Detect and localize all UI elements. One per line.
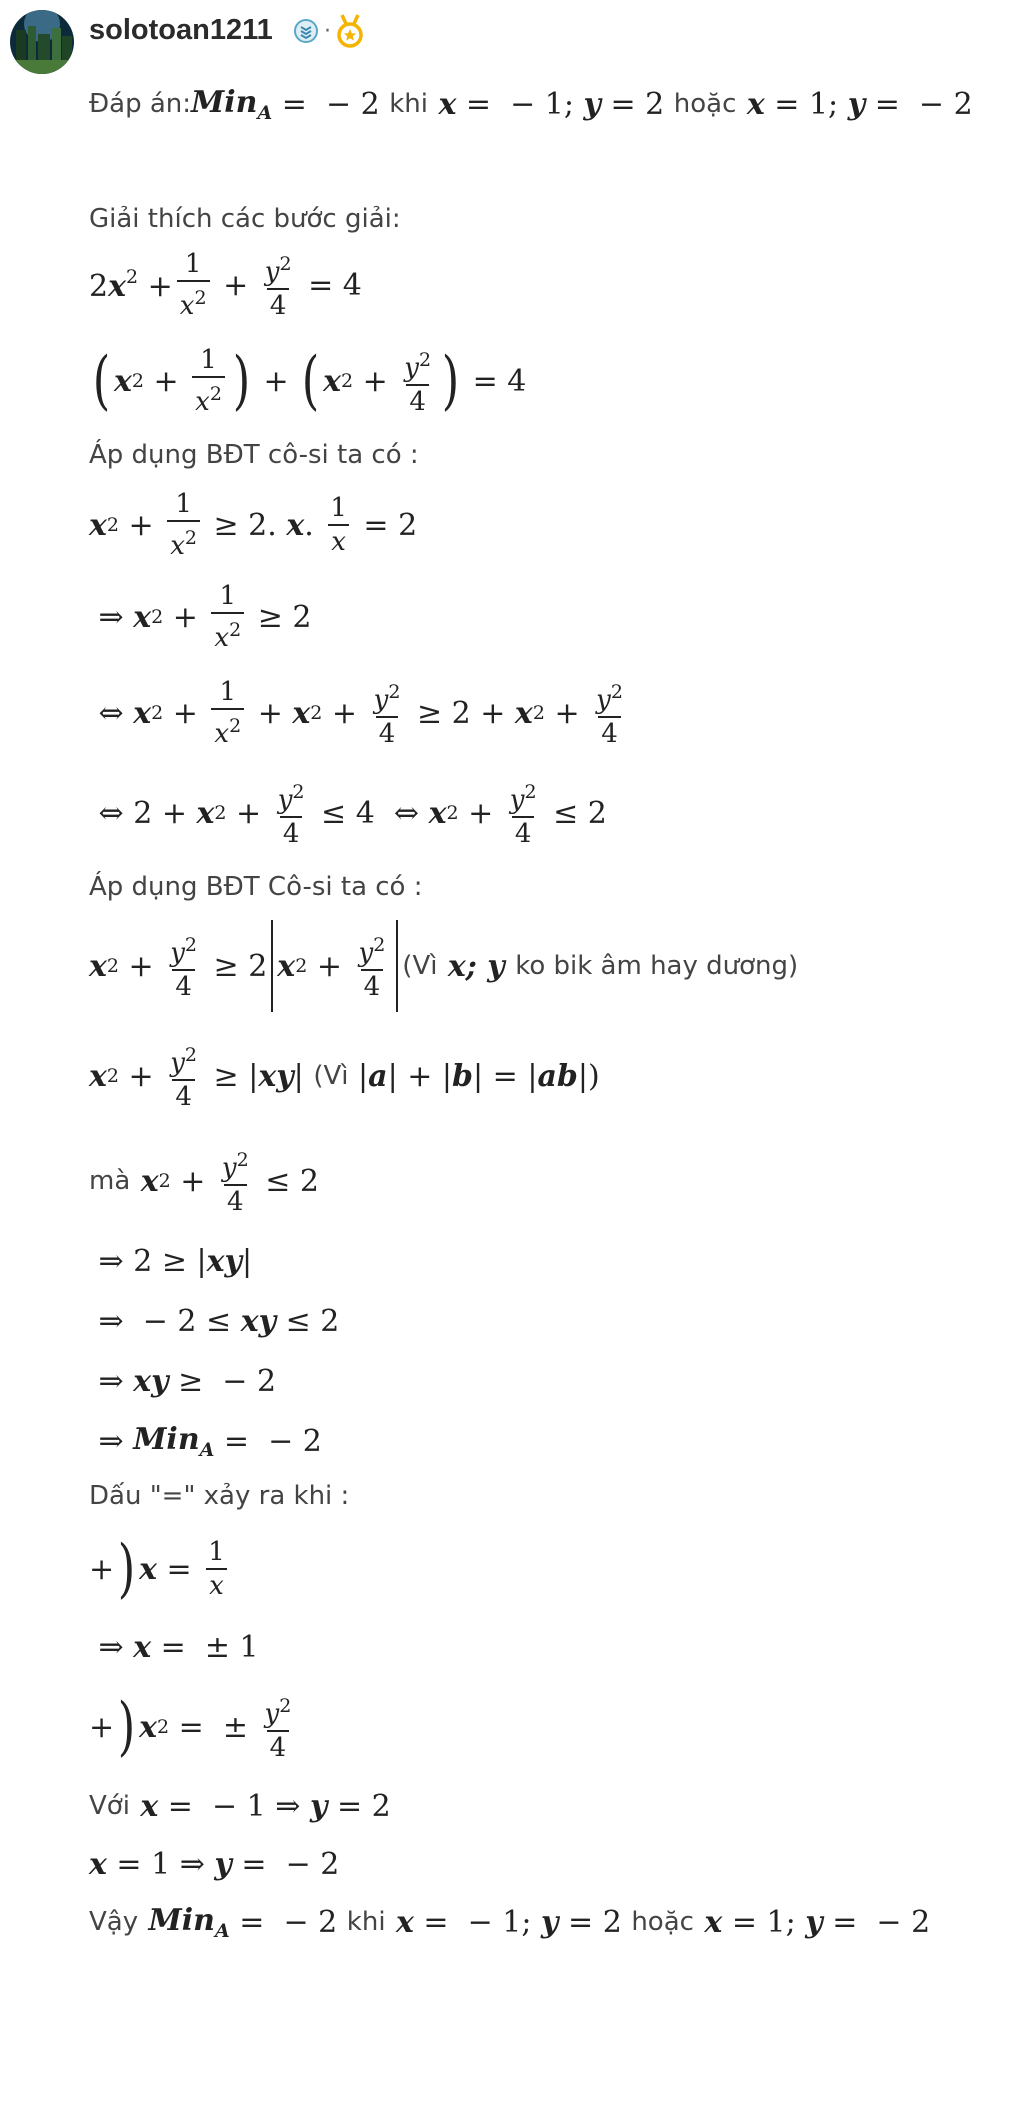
fraction: $\frac{y^2}{4}$	[596, 681, 623, 749]
math: x	[385, 1904, 414, 1940]
math: )	[232, 344, 251, 418]
math: 2	[310, 702, 323, 724]
math: 2	[158, 1170, 171, 1192]
math: x	[89, 948, 107, 984]
fraction: $\frac{1}{x^2}$	[177, 248, 210, 322]
math: = − 2	[822, 1904, 931, 1940]
math: ⇒ − 2 ≤	[89, 1303, 241, 1339]
math: = ±	[169, 1709, 258, 1745]
math: ≥ |	[204, 1058, 259, 1094]
math: = − 1 ⇒	[158, 1788, 310, 1824]
math: ≤ 2	[543, 795, 607, 831]
math: +	[248, 695, 293, 731]
math: +	[170, 1163, 215, 1199]
math: =	[157, 1551, 202, 1587]
math: )	[117, 1532, 136, 1606]
fraction: $\frac{1}{x^2}$	[167, 488, 200, 562]
math: = ± 1	[151, 1629, 259, 1665]
avatar-image	[10, 10, 74, 74]
math: )	[441, 344, 460, 418]
math: +	[143, 363, 189, 399]
math: 2	[106, 514, 119, 536]
voi-text: Với	[89, 1791, 130, 1821]
math: |)	[577, 1058, 600, 1094]
abs-bar	[396, 920, 398, 1012]
math: |	[348, 1058, 369, 1094]
math: = 2	[558, 1904, 632, 1940]
explain-title-line	[89, 199, 1009, 239]
math: ≤ 2	[276, 1303, 340, 1339]
conclusion-hoac: hoặc	[631, 1907, 694, 1937]
math: +	[163, 599, 208, 635]
math: ⇒	[89, 1363, 134, 1399]
equation-line	[89, 1021, 1009, 1131]
math: x	[89, 1846, 107, 1882]
math: x	[196, 795, 215, 831]
fraction: $\frac{y^2}{4}$	[170, 1044, 197, 1112]
math: )	[117, 1690, 136, 1764]
math: .	[304, 507, 324, 543]
apply-text-1: Áp dụng BĐT cô-si ta có :	[89, 440, 419, 470]
math: ≥ 2 +	[407, 695, 515, 731]
math: Min$_A$	[138, 1902, 230, 1942]
math: +	[307, 948, 352, 984]
math: ⇒	[89, 1423, 134, 1459]
answer-content	[89, 84, 1009, 1951]
math: 2	[157, 1716, 170, 1738]
math: xy	[258, 1058, 294, 1094]
math: = − 2	[865, 86, 973, 122]
math: x	[89, 507, 107, 543]
math: ⇔	[89, 695, 134, 731]
math: xy	[240, 1303, 277, 1339]
fraction: $\frac{1}{x^2}$	[211, 580, 244, 654]
equation-line	[89, 331, 1009, 431]
rank-badge-icon	[293, 18, 319, 44]
math: ≥ 2	[248, 599, 312, 635]
equation-line	[89, 479, 1009, 571]
math: x	[428, 795, 447, 831]
fraction: $\frac{y^2}{4}$	[358, 934, 386, 1002]
math: x	[113, 363, 132, 399]
math: = 2	[353, 507, 418, 543]
math: |	[241, 1243, 253, 1279]
fraction: $\frac{y^2}{4}$	[373, 681, 401, 749]
math: 2	[446, 802, 459, 824]
math: x	[133, 1629, 152, 1665]
vay-text: Vậy	[89, 1907, 139, 1937]
math: (	[92, 344, 111, 418]
math: x	[129, 1788, 159, 1824]
equation-line	[89, 1777, 1009, 1835]
math: Min$_A$	[133, 1421, 215, 1461]
math: x	[514, 695, 533, 731]
fraction: $\frac{1}{x^2}$	[211, 676, 244, 750]
math: ⇒ 2 ≥ |	[89, 1243, 207, 1279]
math: = 2	[600, 86, 674, 122]
math: ≥ 2.	[203, 507, 287, 543]
equation-line	[89, 1351, 1009, 1411]
math: x	[693, 1904, 723, 1940]
math: 2	[532, 702, 545, 724]
math: y	[847, 86, 866, 122]
math: +	[89, 1551, 115, 1587]
math: = − 2	[229, 1904, 347, 1940]
math: = − 2	[214, 1423, 322, 1459]
math: | + |	[387, 1058, 453, 1094]
math: x	[736, 86, 765, 122]
separator: ·	[324, 18, 331, 44]
apply-text-2: Áp dụng BĐT Cô-si ta có :	[89, 872, 423, 902]
math: = − 1;	[456, 86, 584, 122]
math: x	[133, 599, 152, 635]
math: = − 2	[272, 86, 390, 122]
math: $2x^2$ +	[89, 266, 173, 304]
math: 2	[214, 802, 227, 824]
math: ≥ − 2	[168, 1363, 277, 1399]
math: 2	[106, 955, 119, 977]
fraction: $\frac{y^2}{4}$	[404, 349, 432, 417]
math: ≤ 4 ⇔	[311, 795, 429, 831]
equation-line	[89, 1677, 1009, 1777]
conclusion-khi: khi	[346, 1907, 386, 1937]
math: +	[89, 1709, 115, 1745]
math: 2	[295, 955, 308, 977]
equation-line	[89, 911, 1009, 1021]
math: = − 1;	[413, 1904, 542, 1940]
math: 2	[151, 606, 164, 628]
fraction: $\frac{y^2}{4}$	[221, 1149, 249, 1217]
math: x	[139, 1709, 157, 1745]
math: = 4	[463, 363, 527, 399]
equation-line	[89, 763, 1009, 863]
conclusion-line	[89, 1893, 1009, 1951]
fraction: $\frac{1}{x}$	[327, 492, 350, 558]
math: xy	[133, 1363, 169, 1399]
math: +	[118, 1058, 164, 1094]
medal-icon	[336, 14, 364, 48]
math: = 1;	[722, 1904, 806, 1940]
fraction: $\frac{y^2}{4}$	[509, 781, 537, 849]
text-line	[89, 863, 1009, 911]
math: ≥ 2	[204, 948, 268, 984]
math: x	[428, 86, 457, 122]
abs-bar	[271, 920, 273, 1012]
text-line	[89, 431, 1009, 479]
math: y	[214, 1846, 232, 1882]
answer-hoac: hoặc	[673, 89, 737, 119]
math: +	[226, 795, 271, 831]
math: Min$_A$	[191, 84, 273, 124]
math: 2	[340, 370, 354, 392]
math: x	[139, 1551, 157, 1587]
vi-note-tail: ko bik âm hay dương)	[515, 951, 799, 981]
math: = 4	[298, 267, 362, 303]
username[interactable]: solotoan1211	[89, 14, 273, 46]
equality-text: Dấu "=" xảy ra khi :	[89, 1481, 350, 1511]
math: +	[213, 267, 258, 303]
math: +	[253, 363, 299, 399]
equation-line	[89, 571, 1009, 663]
math: 2	[151, 702, 164, 724]
math: y	[541, 1904, 559, 1940]
math: x	[89, 1058, 107, 1094]
math: xy	[206, 1243, 242, 1279]
text-line	[89, 1471, 1009, 1521]
math: +	[353, 363, 398, 399]
math: +	[118, 507, 164, 543]
math: x	[130, 1163, 159, 1199]
fraction: $\frac{1}{x^2}$	[192, 344, 225, 418]
equation-line	[89, 1291, 1009, 1351]
math: x	[286, 507, 305, 543]
math: +	[458, 795, 503, 831]
math: x	[277, 948, 296, 984]
math: ab	[537, 1058, 578, 1094]
math: ≤ 2	[255, 1163, 320, 1199]
math: y	[805, 1904, 823, 1940]
math: y	[583, 86, 601, 122]
math: a	[368, 1058, 388, 1094]
math: 2	[131, 370, 144, 392]
answer-khi: khi	[389, 89, 429, 119]
answer-line	[89, 84, 1009, 124]
math: y	[309, 1788, 328, 1824]
math: ⇒	[89, 599, 134, 635]
math: b	[452, 1058, 473, 1094]
math: x	[323, 363, 341, 399]
equation-line	[89, 1411, 1009, 1471]
vi-note: (Vì	[402, 951, 438, 981]
math: x	[133, 695, 152, 731]
math: ⇔ 2 +	[89, 795, 197, 831]
math: 2	[106, 1065, 119, 1087]
math: +	[118, 948, 164, 984]
equation-line	[89, 1131, 1009, 1231]
fraction: $\frac{y^2}{4}$	[264, 253, 292, 321]
math: x; y	[437, 948, 516, 984]
math: +	[322, 695, 367, 731]
fraction: $\frac{y^2}{4}$	[277, 781, 305, 849]
math: x	[292, 695, 311, 731]
vi-note-2: (Vì	[313, 1061, 349, 1091]
equation-line	[89, 239, 1009, 331]
math: ⇒	[89, 1629, 134, 1665]
equation-line	[89, 1617, 1009, 1677]
user-badges	[293, 14, 364, 48]
math: +	[544, 695, 590, 731]
answer-label: Đáp án:	[89, 89, 192, 119]
avatar[interactable]	[10, 10, 74, 74]
math: = − 2	[231, 1846, 340, 1882]
math: = 1 ⇒	[106, 1846, 215, 1882]
math: +	[163, 695, 208, 731]
equation-line	[89, 1835, 1009, 1893]
math: = 2	[327, 1788, 391, 1824]
math: |	[293, 1058, 314, 1094]
ma-text: mà	[89, 1166, 131, 1196]
fraction: $\frac{y^2}{4}$	[264, 1695, 292, 1763]
math: | = |	[473, 1058, 538, 1094]
equation-line	[89, 1521, 1009, 1617]
math: = 1;	[764, 86, 848, 122]
fraction: $\frac{y^2}{4}$	[170, 934, 197, 1002]
math: (	[301, 344, 320, 418]
fraction: $\frac{1}{x}$	[205, 1536, 228, 1602]
equation-line	[89, 1231, 1009, 1291]
explain-title: Giải thích các bước giải:	[89, 204, 401, 234]
equation-line	[89, 663, 1009, 763]
